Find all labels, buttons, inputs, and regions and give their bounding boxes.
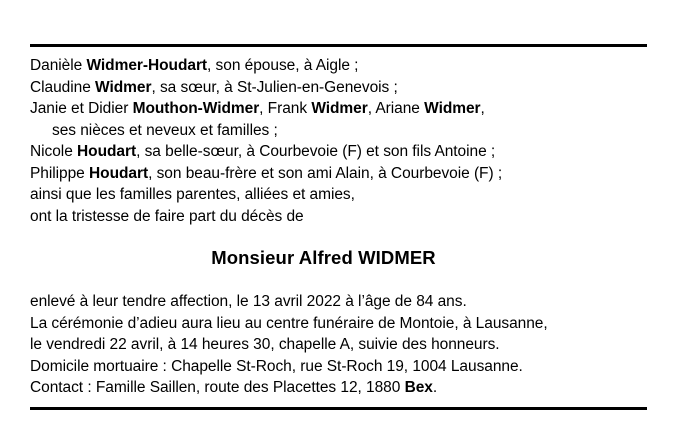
notice-line (30, 313, 647, 335)
notice-line (30, 206, 647, 228)
ceremony-details (30, 291, 647, 399)
emphasized-text: Houdart (89, 164, 149, 182)
emphasized-text: Widmer-Houdart (86, 57, 208, 74)
plain-text: ainsi que les familles parentes, alliées et amies, (30, 186, 355, 203)
plain-text: , Frank (259, 100, 312, 117)
plain-text: . (432, 379, 438, 396)
plain-text: Contact : Famille Saillen, route des Placettes 12, 1880 (30, 379, 405, 396)
plain-text: Claudine (30, 78, 96, 96)
plain-text: , sa sœur, à St-Julien-en-Genevois ; (151, 78, 398, 96)
plain-text: Janie et Didier (30, 100, 133, 117)
notice-line (30, 55, 647, 77)
notice-line (30, 184, 647, 206)
plain-text: , Ariane (367, 100, 425, 117)
deceased-name: Monsieur Alfred WIDMER (211, 247, 436, 268)
plain-text: Philippe (30, 164, 90, 182)
plain-text: , son beau-frère et son ami Alain, à Courbevoie (F) ; (148, 164, 503, 182)
notice-line (30, 291, 647, 313)
notice-body (30, 47, 647, 399)
notice-line (30, 334, 647, 356)
notice-line (30, 141, 647, 163)
emphasized-text: Widmer (424, 100, 481, 117)
notice-line (30, 120, 647, 142)
plain-text: enlevé à leur tendre affection, le 13 avril 2022 à l’âge de 84 ans. (30, 293, 467, 310)
plain-text: Danièle (30, 57, 87, 74)
plain-text: , sa belle-sœur, à Courbevoie (F) et son fils Antoine ; (136, 143, 496, 160)
emphasized-text: Widmer (95, 78, 152, 96)
plain-text: Domicile mortuaire : Chapelle St-Roch, rue St-Roch 19, 1004 Lausanne. (30, 357, 523, 375)
notice-line (30, 163, 647, 185)
plain-text: , (480, 100, 485, 117)
emphasized-text: Houdart (77, 143, 137, 160)
death-notice (30, 44, 647, 410)
notice-line (30, 98, 647, 120)
emphasized-text: Mouthon-Widmer (132, 100, 260, 117)
plain-text: Nicole (30, 143, 78, 160)
emphasized-text: Bex (404, 379, 433, 396)
plain-text: ses nièces et neveux et familles ; (52, 121, 278, 139)
notice-line (30, 356, 647, 378)
plain-text: , son épouse, à Aigle ; (207, 57, 359, 74)
notice-line (30, 77, 647, 99)
survivors-list (30, 55, 647, 227)
plain-text: ont la tristesse de faire part du décès de (30, 207, 304, 225)
emphasized-text: Widmer (311, 100, 368, 117)
notice-line (30, 377, 647, 399)
plain-text: le vendredi 22 avril, à 14 heures 30, chapelle A, suivie des honneurs. (30, 336, 500, 353)
plain-text: La cérémonie d’adieu aura lieu au centre funéraire de Montoie, à Lausanne, (30, 314, 548, 332)
bottom-divider (30, 407, 647, 410)
